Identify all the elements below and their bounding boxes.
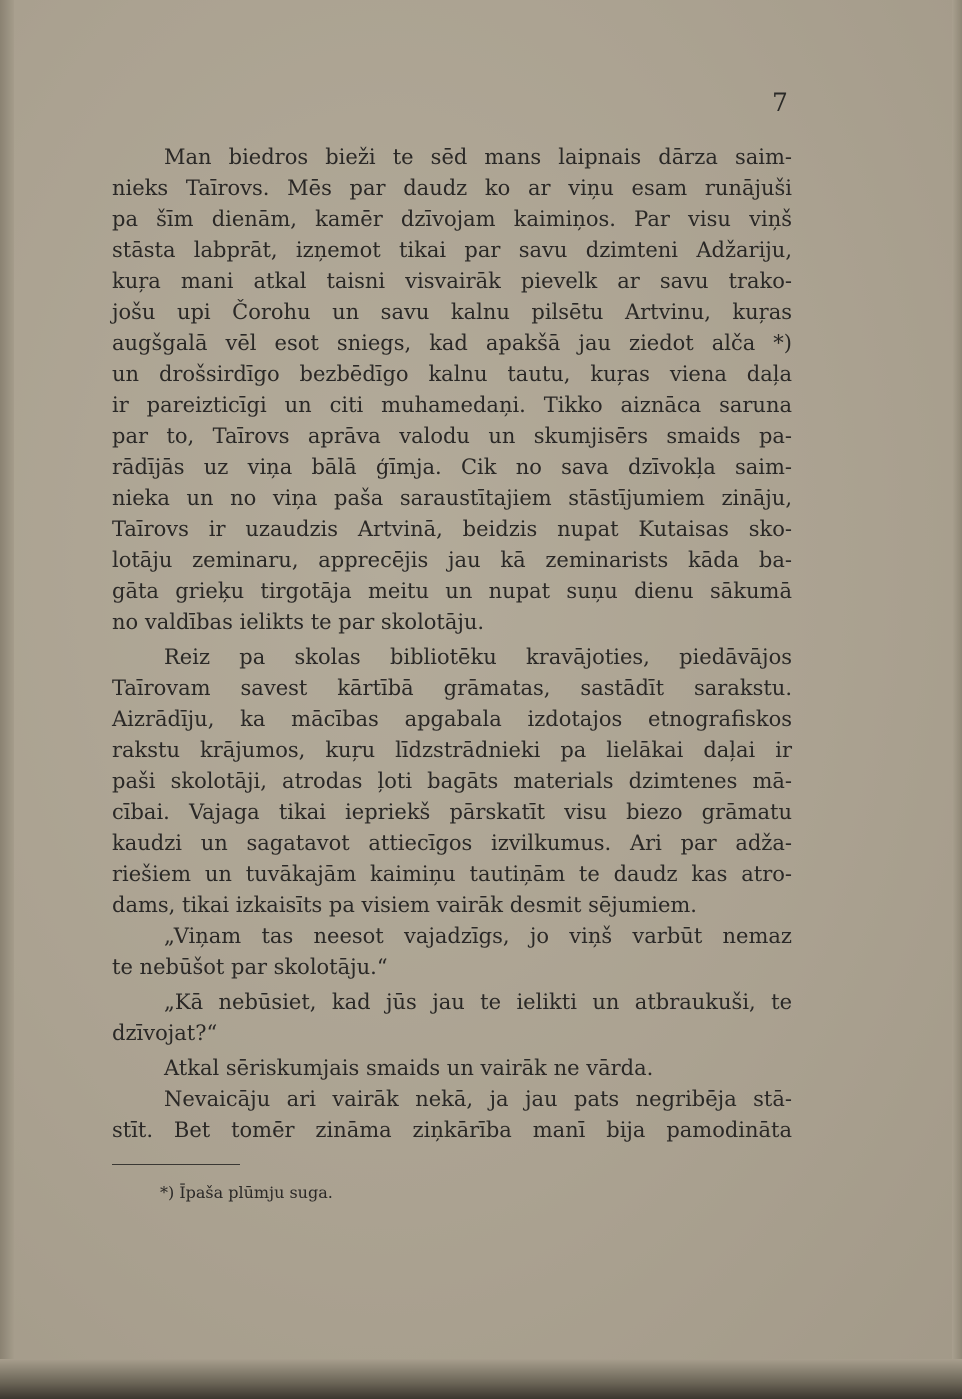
page-right-edge <box>952 0 962 1399</box>
text-line: gāta grieķu tirgotāja meitu un nupat suņu dienu sākumā <box>112 579 792 603</box>
text-line: Nevaicāju ari vairāk nekā, ja jau pats negribēja stā- <box>164 1087 792 1111</box>
paragraph <box>112 1053 792 1084</box>
text-line: par to, Taīrovs aprāva valodu un skumjisērs smaids pa- <box>112 424 792 448</box>
footnote-divider <box>112 1164 240 1165</box>
page-number: 7 <box>772 88 788 117</box>
text-line: „Kā nebūsiet, kad jūs jau te ielikti un atbraukuši, te <box>164 990 792 1014</box>
page-bottom-edge <box>0 1359 962 1399</box>
text-line: Atkal sēriskumjais smaids un vairāk ne vārda. <box>164 1056 654 1080</box>
text-line: jošu upi Čorohu un savu kalnu pilsētu Artvinu, kuŗas <box>112 300 792 324</box>
text-line: Taīrovs ir uzaudzis Artvinā, beidzis nupat Kutaisas sko- <box>112 517 792 541</box>
text-line: augšgalā vēl esot sniegs, kad apakšā jau ziedot alča *) <box>112 331 792 355</box>
text-line: kuŗa mani atkal taisni visvairāk pievelk ar savu trako- <box>112 269 792 293</box>
paragraph <box>112 642 792 921</box>
text-line: stāsta labprāt, izņemot tikai par savu dzimteni Adžariju, <box>112 238 792 262</box>
text-line: un drošsirdīgo bezbēdīgo kalnu tautu, kuŗas viena daļa <box>112 362 792 386</box>
paragraph <box>112 921 792 983</box>
text-line: „Viņam tas neesot vajadzīgs, jo viņš varbūt nemaz <box>164 924 792 948</box>
text-line: rādījās uz viņa bālā ģīmja. Cik no sava dzīvokļa saim- <box>112 455 792 479</box>
text-line: no valdības ielikts te par skolotāju. <box>112 610 485 634</box>
text-line: Man biedros bieži te sēd mans laipnais dārza saim- <box>164 145 792 169</box>
text-line: kaudzi un sagatavot attiecīgos izvilkumus. Ari par adža- <box>112 831 792 855</box>
paragraph <box>112 1084 792 1146</box>
text-line: rakstu krājumos, kuŗu līdzstrādnieki pa lielākai daļai ir <box>112 738 792 762</box>
text-line: te nebūšot par skolotāju.“ <box>112 955 388 979</box>
page-left-edge <box>0 0 14 1399</box>
body-text <box>112 142 792 1146</box>
paragraph <box>112 142 792 638</box>
text-line: ir pareizticīgi un citi muhamedaņi. Tikko aiznāca saruna <box>112 393 792 417</box>
footnote: *) Īpaša plūmju suga. <box>160 1183 333 1202</box>
text-line: nieka un no viņa paša saraustītajiem stāstījumiem zināju, <box>112 486 792 510</box>
text-line: nieks Taīrovs. Mēs par daudz ko ar viņu esam runājuši <box>112 176 792 200</box>
text-line: paši skolotāji, atrodas ļoti bagāts materials dzimtenes mā- <box>112 769 792 793</box>
text-line: pa šīm dienām, kamēr dzīvojam kaimiņos. Par visu viņš <box>112 207 792 231</box>
text-line: riešiem un tuvākajām kaimiņu tautiņām te daudz kas atro- <box>112 862 792 886</box>
paragraph <box>112 987 792 1049</box>
text-line: stīt. Bet tomēr zināma ziņkārība manī bija pamodināta <box>112 1118 792 1142</box>
text-line: cībai. Vajaga tikai iepriekš pārskatīt visu biezo grāmatu <box>112 800 792 824</box>
text-line: Aizrādīju, ka mācības apgabala izdotajos etnografiskos <box>112 707 792 731</box>
text-line: Reiz pa skolas bibliotēku kravājoties, piedāvājos <box>164 645 792 669</box>
text-line: dzīvojat?“ <box>112 1021 218 1045</box>
text-line: lotāju zeminaru, apprecējis jau kā zeminarists kāda ba- <box>112 548 792 572</box>
text-line: Taīrovam savest kārtībā grāmatas, sastādīt sarakstu. <box>112 676 792 700</box>
text-line: dams, tikai izkaisīts pa visiem vairāk desmit sējumiem. <box>112 893 697 917</box>
